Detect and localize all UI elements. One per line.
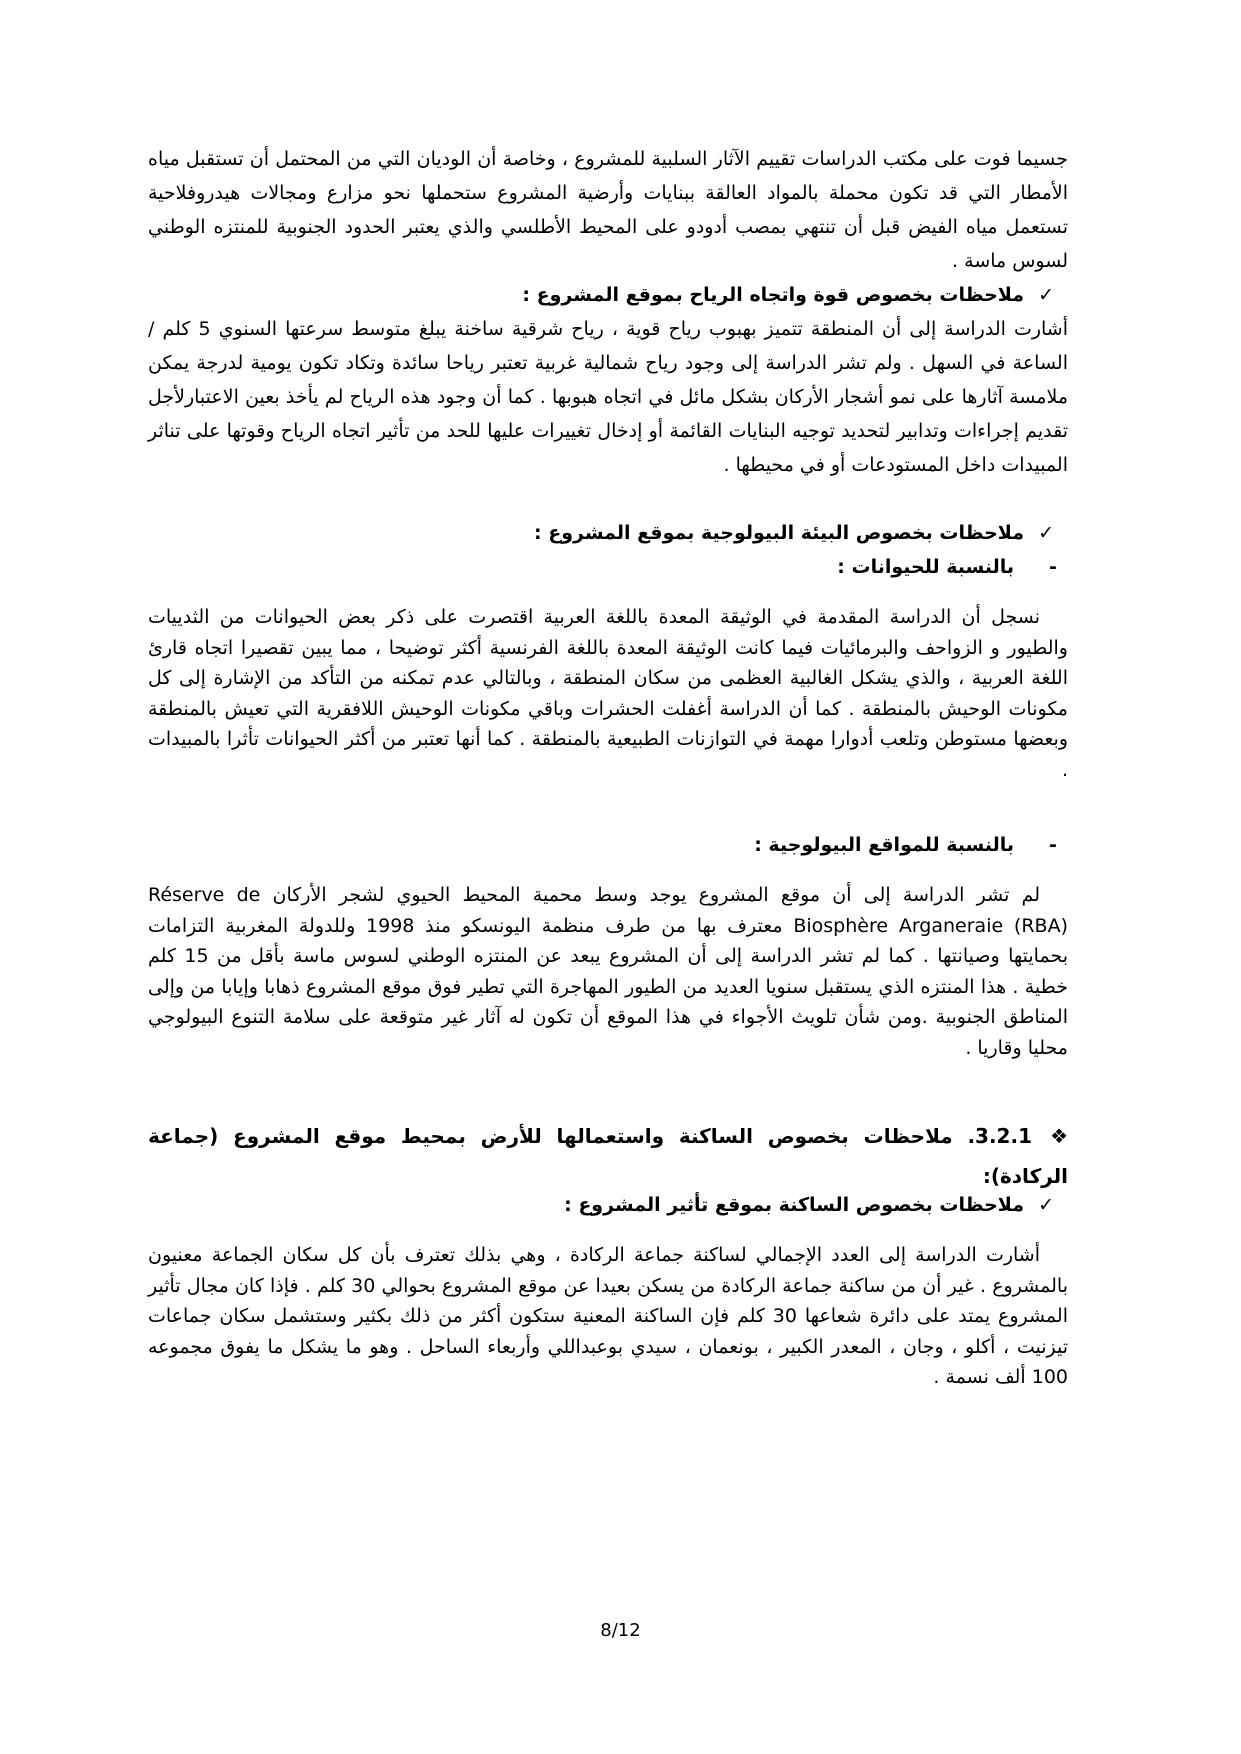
paragraph-animals: نسجل أن الدراسة المقدمة في الوثيقة المعدة باللغة العربية اقتصرت على ذكر بعض الحيوانات من الثدييات والطيور و الزواحف والبرمائيات فيما كانت الوثيقة المعدة باللغة الفرنسية أكثر توضيحا ، مما يبين تقصيرا اتجاه قارئ اللغة العربية ، والذي يشكل الغالبية العظمى من سكان المنطقة ، وبالتالي عدم تمكنه من التأكد من الإشارة إلى كل مكونات الوحيش بالمنطقة . كما أن الدراسة أغفلت الحشرات وباقي مكونات الوحيش اللافقرية التي تعيش بالمنطقة وبعضها مستوطن وتلعب أدوارا مهمة في التوازنات الطبيعية بالمنطقة . كما أنها تعتبر من أكثر الحيوانات تأثرا بالمبيدات . [148, 606, 1068, 781]
dash-bullet: - [1049, 556, 1057, 578]
section-population-title: ملاحظات بخصوص الساكنة بموقع تأثير المشروع : [564, 1194, 1024, 1216]
checkmark-icon: ✓ [1038, 1194, 1054, 1216]
section-bio-heading [148, 516, 1068, 550]
section-321-title: 3.2.1. ملاحظات بخصوص الساكنة واستعمالها للأرض بمحيط موقع المشروع (جماعة الركادة): [148, 1124, 1068, 1188]
sites-text-start: لم تشر الدراسة إلى أن موقع المشروع يوجد وسط محمية المحيط الحيوي لشجر الأركان [272, 884, 1040, 906]
page-number: 8/12 [600, 1620, 641, 1641]
section-bio-title: ملاحظات بخصوص البيئة البيولوجية بموقع المشروع : [534, 522, 1024, 544]
reserve-name-french: Réserve de Biosphère Arganeraie (RBA) [148, 884, 1068, 937]
document-page [148, 142, 1068, 1702]
paragraph-wind: أشارت الدراسة إلى أن المنطقة تتميز بهبوب رياح قوية ، رياح شرقية ساخنة يبلغ متوسط سرعتها السنوي 5 كلم /الساعة في السهل . ولم تشر الدراسة إلى وجود رياح شمالية غربية تعتبر رياحا سائدة وتكاد تكون يومية لدرجة يمكن ملامسة آثارها على نمو أشجار الأركان بشكل مائل في اتجاه هبوبها . كما أن وجود هذه الرياح لم يأخذ بعين الاعتبارلأجل تقديم إجراءات وتدابير لتحديد توجيه البنايات القائمة أو إدخال تغييرات عليها للحد من تأثير اتجاه الرياح وقوتها على تناثر المبيدات داخل المستودعات أو في محيطها . [148, 318, 1068, 476]
section-wind-title: ملاحظات بخصوص قوة واتجاه الرياح بموقع المشروع : [522, 284, 1024, 306]
subsection-sites-title: بالنسبة للمواقع البيولوجية : [754, 834, 1014, 856]
paragraph-sites [148, 880, 1068, 1063]
sites-text-end: معترف بها من طرف منظمة اليونسكو منذ 1998 وللدولة المغربية التزامات بحمايتها وصيانتها . كما لم تشر الدراسة إلى أن المشروع يبعد عن المنتزه الوطني لسوس ماسة بأقل من 15 كلم خطية . هذا المنتزه الذي يستقبل سنويا العديد من الطيور المهاجرة التي تطير فوق موقع المشروع ذهابا وإيابا من وإلى المناطق الجنوبية .ومن شأن تلويث الأجواء في هذا الموقع أن تكون له آثار غير متوقعة على سلامة التنوع البيولوجي محليا وقاريا . [148, 914, 1068, 1059]
subsection-animals-title: بالنسبة للحيوانات : [837, 556, 1014, 578]
checkmark-icon: ✓ [1038, 522, 1054, 544]
subsection-animals-heading [148, 550, 1068, 584]
subsection-sites-heading [148, 828, 1068, 862]
section-wind-heading [148, 278, 1068, 312]
paragraph-runoff: جسيما فوت على مكتب الدراسات تقييم الآثار السلبية للمشروع ، وخاصة أن الوديان التي من المحتمل أن تستقبل مياه الأمطار التي قد تكون محملة بالمواد العالقة ببنايات وأرضية المشروع ستحملها نحو مزارع ومجالات هيدروفلاحية تستعمل مياه الفيض قبل أن تنتهي بمصب أدودو على المحيط الأطلسي والذي يعتبر الحدود الجنوبية للمنتزه الوطني لسوس ماسة . [148, 148, 1068, 272]
checkmark-icon: ✓ [1038, 284, 1054, 306]
dash-bullet: - [1049, 834, 1057, 856]
paragraph-population: أشارت الدراسة إلى العدد الإجمالي لساكنة جماعة الركادة ، وهي بذلك تعترف بأن كل سكان الجماعة معنيون بالمشروع . غير أن من ساكنة جماعة الركادة من يسكن بعيدا عن موقع المشروع بحوالي 30 كلم . فإذا كان مجال تأثير المشروع يمتد على دائرة شعاعها 30 كلم فإن الساكنة المعنية ستكون أكثر من ذلك بكثير وستشمل سكان جماعات تيزنيت ، أكلو ، وجان ، المعدر الكبير ، بونعمان ، سيدي بوعبداللي وأربعاء الساحل . وهو ما يشكل ما يفوق مجموعه 100 ألف نسمة . [148, 1244, 1068, 1388]
section-321-heading [148, 1116, 1068, 1196]
diamond-bullet-icon: ❖ [1050, 1124, 1068, 1148]
section-population-heading [148, 1188, 1068, 1222]
